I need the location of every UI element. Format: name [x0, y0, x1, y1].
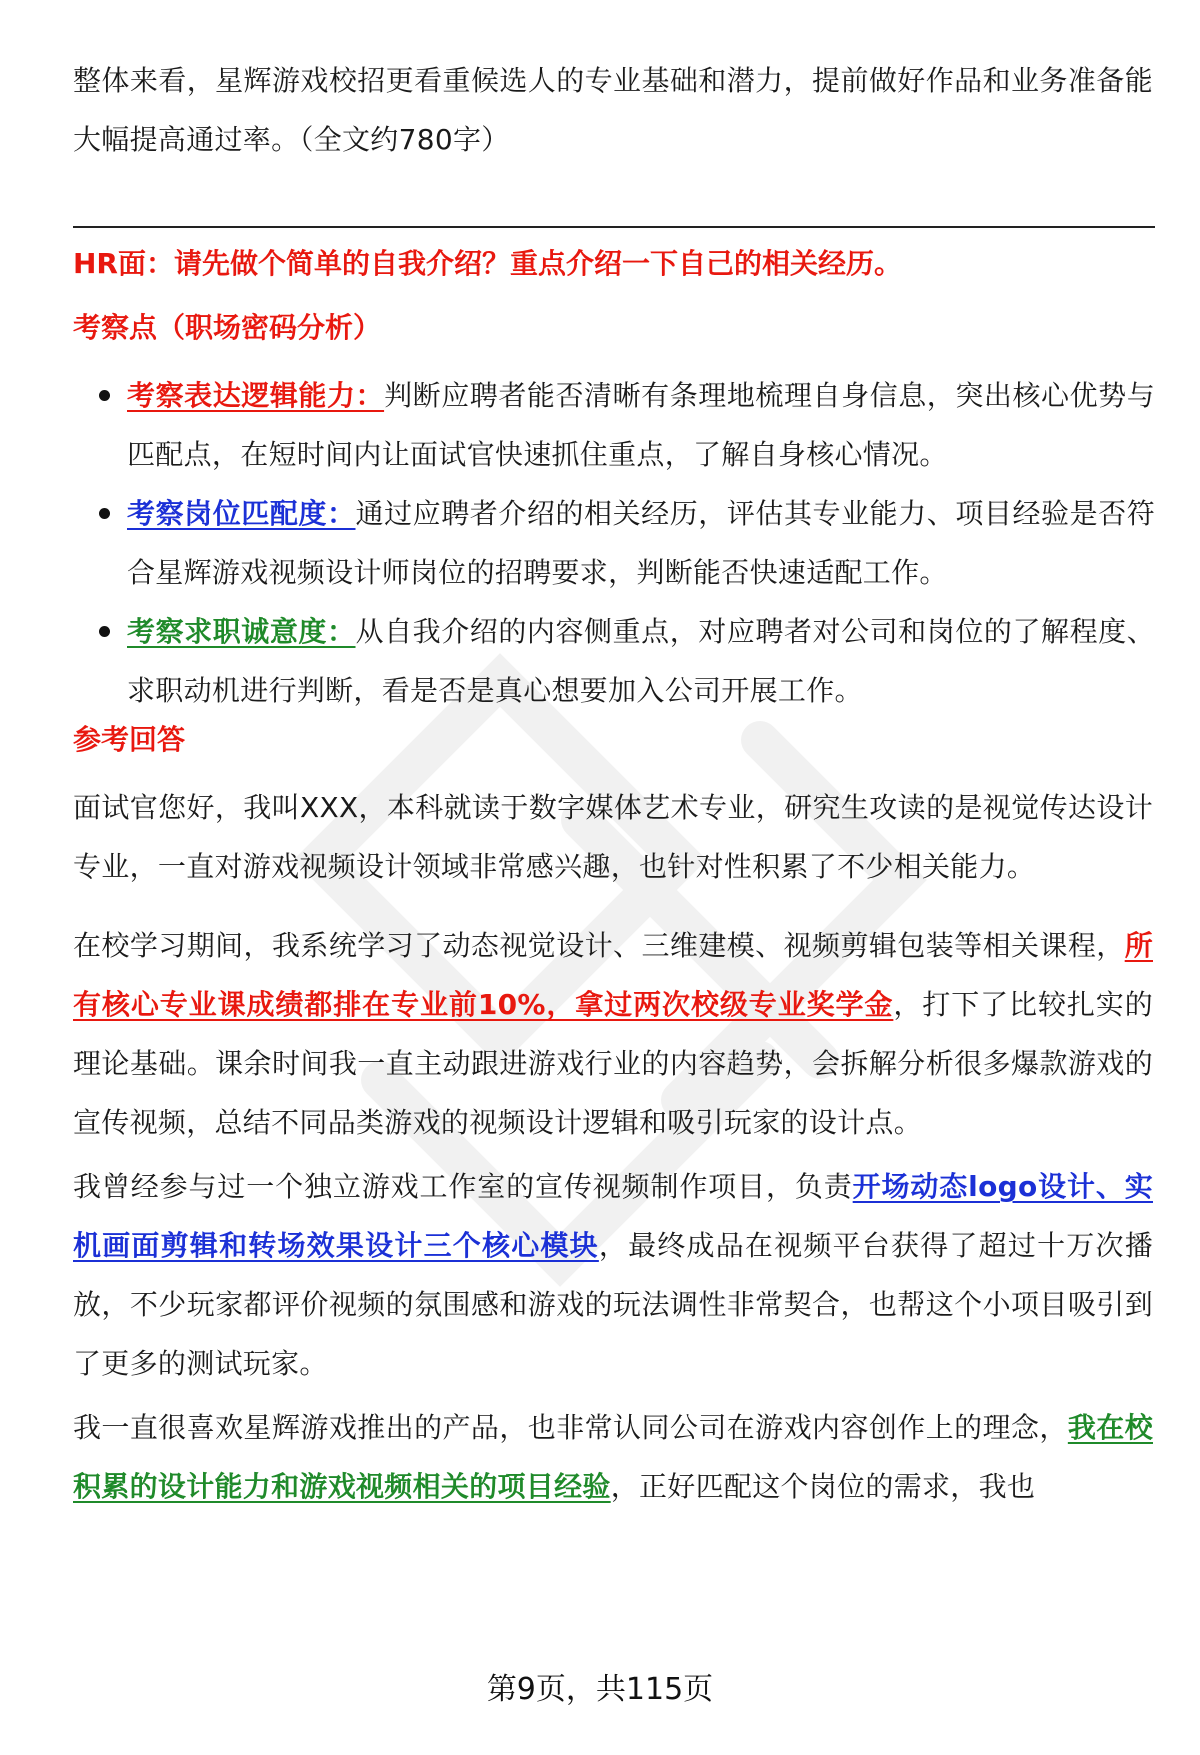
highlight-text: 开场动态logo设计、实机画面剪辑和转场效果设计三个核心模块	[73, 1170, 1153, 1262]
bullet-icon	[99, 390, 110, 401]
point-label: 考察表达逻辑能力：	[127, 379, 385, 412]
answer-paragraph-1: 面试官您好，我叫XXX，本科就读于数字媒体艺术专业，研究生攻读的是视觉传达设计专业，一直对游戏视频设计领域非常感兴趣，也针对性积累了不少相关能力。	[73, 791, 1153, 883]
point-text: 判断应聘者能否清晰有条理地梳理自身信息，突出核心优势与匹配点，在短时间内让面试官快速抓住重点，了解自身核心情况。	[127, 379, 1156, 471]
list-item	[73, 366, 1155, 484]
highlight-text: 我在校积累的设计能力和游戏视频相关的项目经验	[73, 1411, 1153, 1503]
bullet-icon	[99, 626, 110, 637]
point-label: 考察岗位匹配度：	[127, 497, 356, 530]
intro-paragraph: 整体来看，星辉游戏校招更看重候选人的专业基础和潜力，提前做好作品和业务准备能大幅提高通过率。（全文约780字）	[73, 64, 1153, 156]
point-label: 考察求职诚意度：	[127, 615, 356, 648]
question-title: HR面：请先做个简单的自我介绍？重点介绍一下自己的相关经历。	[73, 247, 902, 280]
list-item	[73, 484, 1155, 602]
bullet-icon	[99, 508, 110, 519]
answer-text: 我一直很喜欢星辉游戏推出的产品，也非常认同公司在游戏内容创作上的理念，	[73, 1411, 1068, 1444]
section-divider	[73, 226, 1155, 228]
highlight-text: 所有核心专业课成绩都排在专业前10%，拿过两次校级专业奖学金	[73, 929, 1153, 1021]
answer-heading: 参考回答	[73, 723, 186, 756]
points-heading: 考察点（职场密码分析）	[73, 311, 382, 344]
answer-text: ，正好匹配这个岗位的需求，我也	[610, 1470, 1036, 1503]
answer-paragraph-3	[73, 1157, 1153, 1393]
answer-paragraph-2	[73, 916, 1153, 1152]
answer-text: 在校学习期间，我系统学习了动态视觉设计、三维建模、视频剪辑包装等相关课程，	[73, 929, 1125, 962]
point-text: 通过应聘者介绍的相关经历，评估其专业能力、项目经验是否符合星辉游戏视频设计师岗位的招聘要求，判断能否快速适配工作。	[127, 497, 1156, 589]
answer-text: ，打下了比较扎实的理论基础。课余时间我一直主动跟进游戏行业的内容趋势，会拆解分析很多爆款游戏的宣传视频，总结不同品类游戏的视频设计逻辑和吸引玩家的设计点。	[73, 988, 1153, 1139]
page-number: 第9页，共115页	[486, 1672, 714, 1707]
answer-paragraph-4	[73, 1398, 1153, 1516]
list-item	[73, 602, 1155, 720]
point-text: 从自我介绍的内容侧重点，对应聘者对公司和岗位的了解程度、求职动机进行判断，看是否是真心想要加入公司开展工作。	[127, 615, 1156, 707]
answer-text: ，最终成品在视频平台获得了超过十万次播放，不少玩家都评价视频的氛围感和游戏的玩法调性非常契合，也帮这个小项目吸引到了更多的测试玩家。	[73, 1229, 1154, 1380]
answer-text: 我曾经参与过一个独立游戏工作室的宣传视频制作项目，负责	[73, 1170, 853, 1203]
